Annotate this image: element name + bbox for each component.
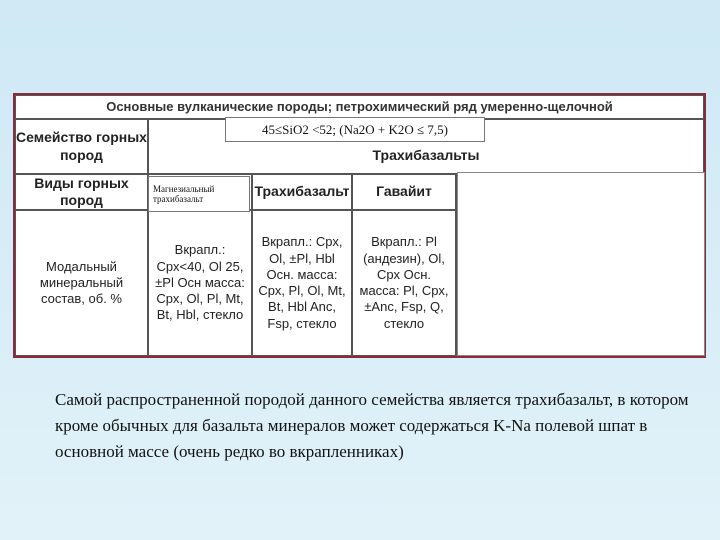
description-paragraph: Самой распространенной породой данного семейства является трахибазальт, в котором кроме обычных для базальта минералов может содержаться K-Na полевой шпат в основной массе (очень редко во вкрапленниках) <box>55 390 689 461</box>
magnesian-trachybasalt-label <box>148 176 250 212</box>
formula-box: 45≤SiO2 <52; (Na2O + K2O ≤ 7,5) <box>225 117 485 142</box>
modal-col1: Вкрапл.: Срх<40, Ol 25, ±Pl Осн масса: Срх, Ol, Pl, Mt, Bt, Hbl, стекло <box>148 210 252 356</box>
type-col3: Гавайит <box>352 174 456 210</box>
modal-label: Модальный минеральный состав, об. % <box>15 210 148 356</box>
table-title: Основные вулканические породы; петрохимический ряд умеренно-щелочной <box>15 95 704 119</box>
family-value: Трахибазальты <box>148 119 704 174</box>
type-col2: Трахибазальт <box>252 174 352 210</box>
small-label-line2: трахибазальт <box>153 194 204 204</box>
blank-overlay-box <box>457 172 705 356</box>
small-label-line1: Магнезиальный <box>153 183 215 194</box>
family-label: Семейство горных пород <box>15 119 148 174</box>
modal-col2: Вкрапл.: Срх, Ol, ±Pl, Hbl Осн. масса: Срх, Pl, Ol, Mt, Bt, Hbl Anc, Fsp, стекло <box>252 210 352 356</box>
modal-col3: Вкрапл.: Pl (андезин), Ol, Срх Осн. масса: Pl, Срх, ±Anc, Fsp, Q, стекло <box>352 210 456 356</box>
types-label: Виды горных пород <box>15 174 148 210</box>
